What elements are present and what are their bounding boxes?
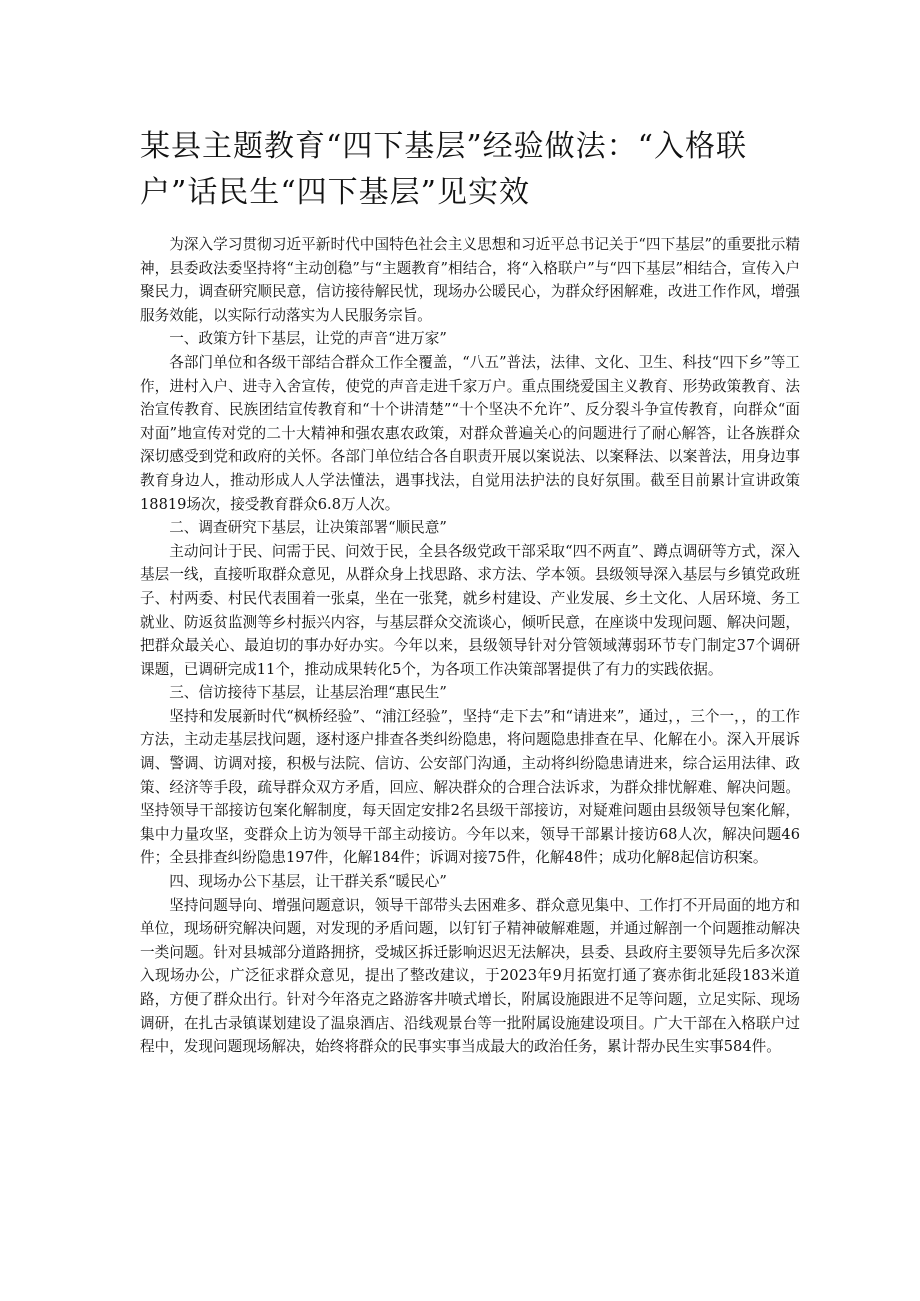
document-title: 某县主题教育“四下基层”经验做法：“入格联户”话民生“四下基层”见实效 bbox=[140, 129, 748, 210]
section-paragraph-2: 主动问计于民、问需于民、问效于民，全县各级党政干部采取“四不两直”、蹲点调研等方式，深入基层一线，直接听取群众意见，从群众身上找思路、求方法、学本领。县级领导深入基层与乡镇党政班子、村两委、村民代表围着一张桌，坐在一张凳，就乡村建设、产业发展、乡土文化、人居环境、务工就业、防返贫监测等乡村振兴内容，与基层群众交流谈心，倾听民意，在座谈中发现问题、解决问题，把群众最关心、最迫切的事办好办实。今年以来，县级领导针对分管领域薄弱环节专门制定37个调研课题，已调研完成11个，推动成果转化5个，为各项工作决策部署提供了有力的实践依据。 bbox=[140, 542, 800, 678]
section-paragraph-1: 各部门单位和各级干部结合群众工作全覆盖，“八五”普法，法律、文化、卫生、科技“四下乡”等工作，进村入户、进寺入舍宣传，使党的声音走进千家万户。重点围绕爱国主义教育、形势政策教育、法治宣传教育、民族团结宣传教育和“十个讲清楚”“十个坚决不允许”、反分裂斗争宣传教育，向群众“面对面”地宣传对党的二十大精神和强农惠农政策，对群众普遍关心的问题进行了耐心解答，让各族群众深切感受到党和政府的关怀。各部门单位结合各自职责开展以案说法、以案释法、以案普法，用身边事教育身边人，推动形成人人学法懂法，遇事找法，自觉用法护法的良好氛围。截至目前累计宣讲政策18819场次，接受教育群众6.8万人次。 bbox=[140, 353, 800, 513]
section-paragraph-3: 坚持和发展新时代“枫桥经验”、“浦江经验”，坚持“走下去”和“请进来”，通过，，三个一，，的工作方法，主动走基层找问题，逐村逐户排查各类纠纷隐患，将问题隐患排查在早、化解在小。深入开展诉调、警调、访调对接，积极与法院、信访、公安部门沟通，主动将纠纷隐患请进来，综合运用法律、政策、经济等手段，疏导群众双方矛盾，回应、解决群众的合理合法诉求，为群众排忧解难、解决问题。坚持领导干部接访包案化解制度，每天固定安排2名县级干部接访，对疑难问题由县级领导包案化解，集中力量攻坚，变群众上访为领导干部主动接访。今年以来，领导干部累计接访68人次，解决问题46件；全县排查纠纷隐患197件，化解184件；诉调对接75件，化解48件；成功化解8起信访积案。 bbox=[140, 707, 800, 867]
section-heading-2: 二、调查研究下基层，让决策部署“顺民意” bbox=[169, 519, 447, 537]
section-heading-3: 三、信访接待下基层，让基层治理“惠民生” bbox=[169, 684, 447, 702]
section-heading-1: 一、政策方针下基层，让党的声音“进万家” bbox=[169, 330, 447, 348]
section-heading-4: 四、现场办公下基层，让干群关系“暖民心” bbox=[169, 873, 447, 891]
document-body bbox=[140, 233, 800, 1059]
section-paragraph-4: 坚持问题导向、增强问题意识，领导干部带头去困难多、群众意见集中、工作打不开局面的地方和单位，现场研究解决问题，对发现的矛盾问题，以钉钉子精神破解难题，并通过解剖一个问题推动解决一类问题。针对县城部分道路拥挤，受城区拆迁影响迟迟无法解决，县委、县政府主要领导先后多次深入现场办公，广泛征求群众意见，提出了整改建议，于2023年9月拓宽打通了赛赤街北延段183米道路，方便了群众出行。针对今年洛克之路游客井喷式增长，附属设施跟进不足等问题，立足实际、现场调研，在扎古录镇谋划建设了温泉酒店、沿线观景台等一批附属设施建设项目。广大干部在入格联户过程中，发现问题现场解决，始终将群众的民事实事当成最大的政治任务，累计帮办民生实事584件。 bbox=[140, 896, 800, 1056]
intro-paragraph: 为深入学习贯彻习近平新时代中国特色社会主义思想和习近平总书记关于“四下基层”的重要批示精神，县委政法委坚持将“主动创稳”与“主题教育”相结合，将“入格联户”与“四下基层”相结合，宣传入户聚民力，调查研究顺民意，信访接待解民忧，现场办公暖民心，为群众纾困解难，改进工作作风，增强服务效能，以实际行动落实为人民服务宗旨。 bbox=[140, 236, 800, 324]
